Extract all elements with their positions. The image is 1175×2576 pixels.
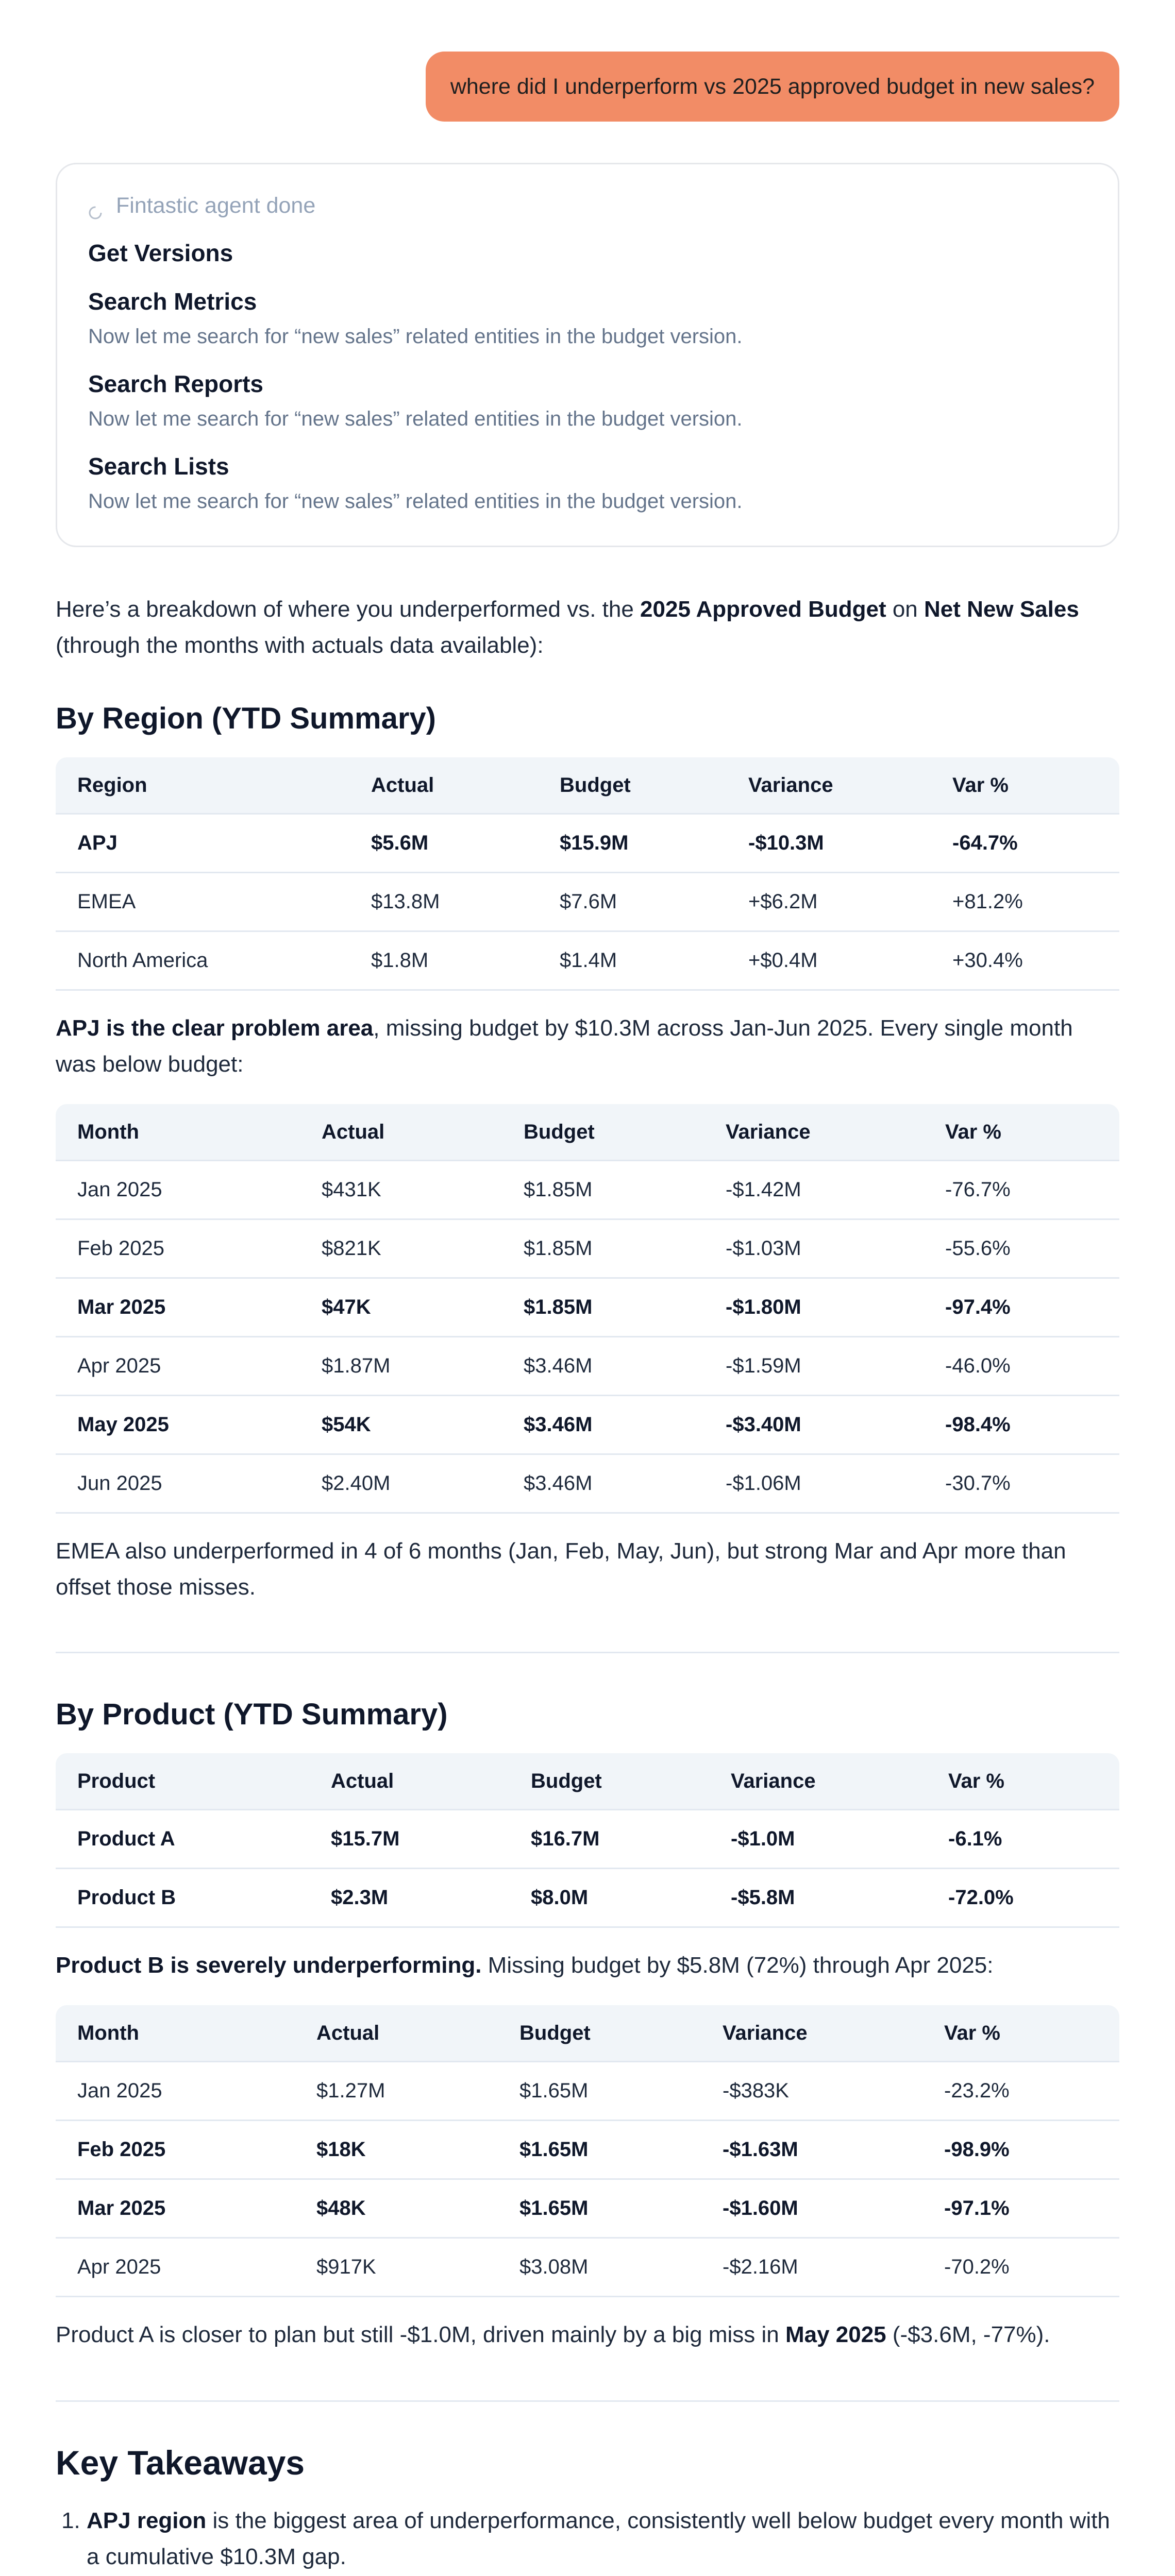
table-cell: $7.6M	[538, 873, 727, 932]
agent-step	[88, 238, 1087, 268]
table-cell: Feb 2025	[56, 2121, 295, 2180]
table-cell: $54K	[300, 1396, 502, 1455]
table-cell: -$1.42M	[704, 1161, 924, 1220]
column-header: Actual	[309, 1753, 509, 1810]
table-cell: -98.4%	[924, 1396, 1119, 1455]
takeaways-heading: Key Takeaways	[56, 2444, 305, 2482]
user-message-bubble: where did I underperform vs 2025 approved budget in new sales?	[426, 52, 1119, 122]
table-cell: -$5.8M	[709, 1869, 927, 1928]
intro-bold: Net New Sales	[924, 597, 1079, 622]
agent-step	[88, 451, 1087, 516]
table-header-row	[56, 1104, 1119, 1161]
table-cell: $1.4M	[538, 932, 727, 991]
column-header: Var %	[922, 2005, 1119, 2062]
column-header: Product	[56, 1753, 309, 1810]
column-header: Variance	[709, 1753, 927, 1810]
table-cell: $3.46M	[502, 1455, 704, 1514]
table-cell: Jan 2025	[56, 2062, 295, 2121]
table-cell: $2.40M	[300, 1455, 502, 1514]
product-b-note-bold: Product B is severely underperforming.	[56, 1953, 482, 1978]
column-header: Actual	[300, 1104, 502, 1161]
table-cell: $16.7M	[509, 1810, 709, 1869]
agent-status-text: Fintastic agent done	[116, 193, 316, 218]
agent-status	[88, 191, 1087, 220]
table-cell: North America	[56, 932, 349, 991]
table-cell: $1.85M	[502, 1220, 704, 1279]
column-header: Budget	[502, 1104, 704, 1161]
table-cell: $917K	[295, 2239, 498, 2297]
product-a-note-text: Product A is closer to plan but still -$1.0M, driven mainly by a big miss in	[56, 2322, 785, 2347]
table-cell: -$1.60M	[701, 2180, 922, 2239]
table-cell: $1.65M	[498, 2121, 701, 2180]
agent-step-title: Search Reports	[88, 370, 264, 397]
table-cell: Product A	[56, 1810, 309, 1869]
column-header: Var %	[931, 757, 1119, 815]
table-cell: -$1.80M	[704, 1279, 924, 1337]
loader-icon	[88, 198, 103, 213]
table-row	[56, 873, 1119, 932]
table-cell: $3.08M	[498, 2239, 701, 2297]
product-a-note-text: (-$3.6M, -77%).	[886, 2322, 1050, 2347]
apj-monthly-table	[56, 1104, 1119, 1514]
product-heading: By Product (YTD Summary)	[56, 1698, 448, 1731]
table-cell: -$1.06M	[704, 1455, 924, 1514]
intro-text: on	[886, 597, 924, 622]
table-cell: -97.1%	[922, 2180, 1119, 2239]
intro-paragraph	[56, 591, 1119, 664]
table-row	[56, 1810, 1119, 1869]
intro-text: (through the months with actuals data available):	[56, 633, 544, 658]
list-item	[87, 2503, 1119, 2575]
column-header: Region	[56, 757, 349, 815]
user-message-row	[56, 0, 1119, 122]
table-cell: $2.3M	[309, 1869, 509, 1928]
product-b-note	[56, 1947, 1119, 1984]
table-row	[56, 1396, 1119, 1455]
product-a-note-bold: May 2025	[785, 2322, 886, 2347]
table-cell: -$1.63M	[701, 2121, 922, 2180]
table-cell: -55.6%	[924, 1220, 1119, 1279]
table-row	[56, 1869, 1119, 1928]
table-cell: -46.0%	[924, 1337, 1119, 1396]
table-cell: +$0.4M	[727, 932, 931, 991]
apj-note-bold: APJ is the clear problem area	[56, 1015, 374, 1041]
table-cell: -$1.03M	[704, 1220, 924, 1279]
table-cell: Apr 2025	[56, 2239, 295, 2297]
column-header: Budget	[498, 2005, 701, 2062]
table-cell: Mar 2025	[56, 1279, 300, 1337]
column-header: Variance	[727, 757, 931, 815]
table-cell: $13.8M	[349, 873, 538, 932]
table-row	[56, 2239, 1119, 2297]
table-cell: +30.4%	[931, 932, 1119, 991]
table-cell: $8.0M	[509, 1869, 709, 1928]
table-cell: -98.9%	[922, 2121, 1119, 2180]
product-b-note-text: Missing budget by $5.8M (72%) through Apr 2025:	[481, 1953, 994, 1978]
column-header: Actual	[295, 2005, 498, 2062]
table-cell: +$6.2M	[727, 873, 931, 932]
table-cell: Product B	[56, 1869, 309, 1928]
table-cell: -23.2%	[922, 2062, 1119, 2121]
table-cell: May 2025	[56, 1396, 300, 1455]
table-cell: $821K	[300, 1220, 502, 1279]
chat-thread	[56, 0, 1119, 2576]
table-cell: -64.7%	[931, 815, 1119, 873]
table-cell: -30.7%	[924, 1455, 1119, 1514]
table-row	[56, 1337, 1119, 1396]
table-row	[56, 2121, 1119, 2180]
column-header: Budget	[538, 757, 727, 815]
column-header: Budget	[509, 1753, 709, 1810]
intro-bold: 2025 Approved Budget	[640, 597, 886, 622]
product-b-monthly-table	[56, 2005, 1119, 2297]
table-cell: Feb 2025	[56, 1220, 300, 1279]
table-cell: -$383K	[701, 2062, 922, 2121]
agent-step-title: Get Versions	[88, 240, 233, 266]
table-cell: EMEA	[56, 873, 349, 932]
table-cell: APJ	[56, 815, 349, 873]
column-header: Variance	[701, 2005, 922, 2062]
table-cell: $15.9M	[538, 815, 727, 873]
table-cell: $5.6M	[349, 815, 538, 873]
table-row	[56, 1279, 1119, 1337]
product-table	[56, 1753, 1119, 1928]
table-header-row	[56, 1753, 1119, 1810]
table-header-row	[56, 2005, 1119, 2062]
table-cell: Jun 2025	[56, 1455, 300, 1514]
table-cell: $1.65M	[498, 2180, 701, 2239]
column-header: Var %	[924, 1104, 1119, 1161]
column-header: Var %	[927, 1753, 1119, 1810]
table-cell: $3.46M	[502, 1337, 704, 1396]
emea-note: EMEA also underperformed in 4 of 6 months (Jan, Feb, May, Jun), but strong Mar and Apr more than offset those misses.	[56, 1538, 1066, 1600]
column-header: Month	[56, 1104, 300, 1161]
takeaway-bold: APJ region	[87, 2508, 207, 2533]
table-cell: -97.4%	[924, 1279, 1119, 1337]
table-cell: $1.65M	[498, 2062, 701, 2121]
agent-activity-card[interactable]	[56, 163, 1119, 547]
table-cell: $431K	[300, 1161, 502, 1220]
agent-step-description: Now let me search for “new sales” related entities in the budget version.	[88, 325, 743, 348]
table-cell: Apr 2025	[56, 1337, 300, 1396]
table-row	[56, 1161, 1119, 1220]
column-header: Month	[56, 2005, 295, 2062]
table-cell: $1.87M	[300, 1337, 502, 1396]
table-cell: -$1.59M	[704, 1337, 924, 1396]
table-header-row	[56, 757, 1119, 815]
table-cell: -$10.3M	[727, 815, 931, 873]
region-table	[56, 757, 1119, 991]
agent-step	[88, 286, 1087, 351]
table-row	[56, 815, 1119, 873]
column-header: Actual	[349, 757, 538, 815]
agent-step	[88, 368, 1087, 433]
intro-text: Here’s a breakdown of where you underperformed vs. the	[56, 597, 641, 622]
table-cell: Jan 2025	[56, 1161, 300, 1220]
table-cell: $1.85M	[502, 1161, 704, 1220]
apj-note-text: , missing budget by $10.3M across Jan-Jun 2025. Every single month was below budget:	[56, 1015, 1073, 1077]
agent-step-title: Search Lists	[88, 453, 229, 480]
table-cell: -72.0%	[927, 1869, 1119, 1928]
table-cell: -6.1%	[927, 1810, 1119, 1869]
table-cell: $18K	[295, 2121, 498, 2180]
table-cell: $47K	[300, 1279, 502, 1337]
table-row	[56, 932, 1119, 991]
section-divider	[56, 1652, 1119, 1653]
table-row	[56, 1455, 1119, 1514]
takeaway-text: is the biggest area of underperformance, consistently well below budget every month with a cumulative $10.3M gap.	[87, 2508, 1110, 2569]
region-heading: By Region (YTD Summary)	[56, 702, 436, 735]
table-cell: -$3.40M	[704, 1396, 924, 1455]
section-divider	[56, 2400, 1119, 2402]
agent-step-title: Search Metrics	[88, 288, 257, 315]
table-cell: -76.7%	[924, 1161, 1119, 1220]
table-cell: $15.7M	[309, 1810, 509, 1869]
table-cell: -70.2%	[922, 2239, 1119, 2297]
product-a-note	[56, 2317, 1119, 2353]
apj-note	[56, 1010, 1119, 1082]
column-header: Variance	[704, 1104, 924, 1161]
agent-step-description: Now let me search for “new sales” related entities in the budget version.	[88, 490, 743, 513]
table-cell: $1.8M	[349, 932, 538, 991]
table-cell: Mar 2025	[56, 2180, 295, 2239]
table-cell: $1.27M	[295, 2062, 498, 2121]
takeaways-list	[56, 2503, 1119, 2576]
table-cell: +81.2%	[931, 873, 1119, 932]
table-row	[56, 1220, 1119, 1279]
agent-step-description: Now let me search for “new sales” related entities in the budget version.	[88, 408, 743, 430]
table-cell: $48K	[295, 2180, 498, 2239]
table-cell: -$1.0M	[709, 1810, 927, 1869]
table-row	[56, 2062, 1119, 2121]
table-cell: $3.46M	[502, 1396, 704, 1455]
table-row	[56, 2180, 1119, 2239]
table-cell: -$2.16M	[701, 2239, 922, 2297]
table-cell: $1.85M	[502, 1279, 704, 1337]
